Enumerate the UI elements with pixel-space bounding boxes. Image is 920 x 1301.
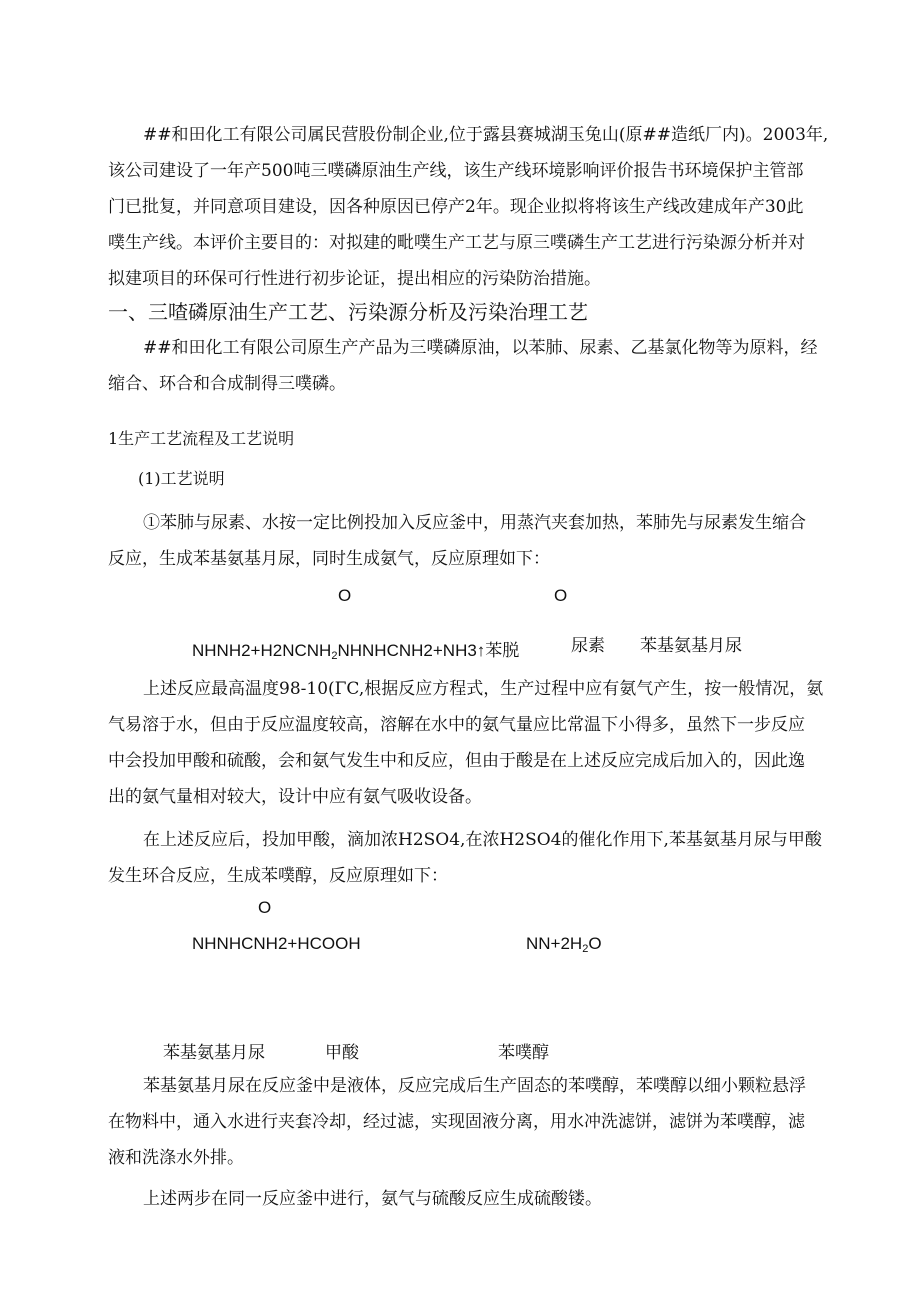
- reaction1-label-product: 苯基氨基月尿: [640, 636, 742, 656]
- intro-line: 拟建项目的环保可行性进行初步论证，提出相应的污染防治措施。: [108, 269, 601, 289]
- subsection-title: 1生产工艺流程及工艺说明: [108, 429, 295, 448]
- intro-line: 噗生产线。本评价主要目的：对拟建的毗噗生产工艺与原三噗磷生产工艺进行污染源分析并对: [108, 233, 805, 253]
- subsection-item: (1)工艺说明: [138, 469, 225, 488]
- step1-line: ①苯肺与尿素、水按一定比例投加入反应釜中，用蒸汽夹套加热，苯肺先与尿素发生缩合: [143, 513, 806, 533]
- section-heading: 一、三喳磷原油生产工艺、污染源分析及污染治理工艺: [108, 300, 588, 324]
- section1-line: 缩合、环合和合成制得三噗磷。: [108, 374, 346, 394]
- para2-line: 中会投加甲酸和硫酸，会和氨气发生中和反应，但由于酸是在上述反应完成后加入的，因此逸: [108, 751, 805, 771]
- intro-line: 该公司建设了一年产500吨三噗磷原油生产线，该生产线环境影响评价报告书环境保护主管部: [108, 161, 804, 181]
- equation-subscript: 2: [582, 943, 589, 955]
- intro-line: 门已批复，并同意项目建设，因各种原因已停产2年。现企业拟将将该生产线改建成年产30此: [108, 197, 804, 217]
- reaction1-label-urea: 尿素: [571, 636, 605, 656]
- reaction2-label-b: 甲酸: [325, 1043, 359, 1063]
- reaction2-label-c: 苯噗醇: [498, 1043, 549, 1063]
- equation-part: NN+2H: [526, 934, 583, 953]
- step1-line: 反应，生成苯基氨基月尿，同时生成氨气，反应原理如下：: [108, 549, 550, 569]
- equation-subscript: 2: [331, 650, 338, 662]
- reaction1-equation: [192, 636, 519, 662]
- equation-part: O: [588, 934, 602, 953]
- reaction2-products: [526, 934, 602, 955]
- para4-line: 液和洗涤水外排。: [108, 1148, 244, 1168]
- para3-line: 在上述反应后，投加甲酸，滴加浓H2SO4,在浓H2SO4的催化作用下,苯基氨基月尿与甲酸: [143, 830, 822, 850]
- para2-line: 出的氨气量相对较大，设计中应有氨气吸收设备。: [108, 787, 482, 807]
- reaction2-label-a: 苯基氨基月尿: [163, 1043, 265, 1063]
- section1-line: ##和田化工有限公司原生产产品为三噗磷原油，以苯肺、尿素、乙基氯化物等为原料，经: [143, 338, 818, 358]
- para2-line: 上述反应最高温度98-10(ΓC,根据反应方程式，生产过程中应有氨气产生，按一般情况，氨: [143, 679, 824, 699]
- carbonyl-oxygen-right: O: [554, 586, 568, 605]
- carbonyl-oxygen-left: O: [338, 586, 352, 605]
- para4-line: 在物料中，通入水进行夹套冷却，经过滤，实现固液分离，用水冲洗滤饼，滤饼为苯噗醇，滤: [108, 1112, 805, 1132]
- para3-line: 发生环合反应，生成苯噗醇，反应原理如下：: [108, 866, 448, 886]
- intro-line: ##和田化工有限公司属民营股份制企业,位于露县赛城湖玉兔山(原##造纸厂内)。2003年,: [143, 125, 829, 145]
- equation-part: NHNHCNH2+NH3↑苯脱: [337, 641, 520, 660]
- carbonyl-oxygen: O: [258, 898, 272, 917]
- para4-line: 苯基氨基月尿在反应釜中是液体，反应完成后生产固态的苯噗醇，苯噗醇以细小颗粒悬浮: [143, 1076, 806, 1096]
- reaction2-reactants: NHNHCNH2+HCOOH: [192, 934, 361, 953]
- equation-part: NHNH2+H2NCNH: [192, 641, 332, 660]
- ammonium-sulfate-paragraph: 上述两步在同一反应釜中进行，氨气与硫酸反应生成硫酸镂。: [143, 1189, 602, 1209]
- para2-line: 气易溶于水，但由于反应温度较高，溶解在水中的氨气量应比常温下小得多，虽然下一步反应: [108, 715, 805, 735]
